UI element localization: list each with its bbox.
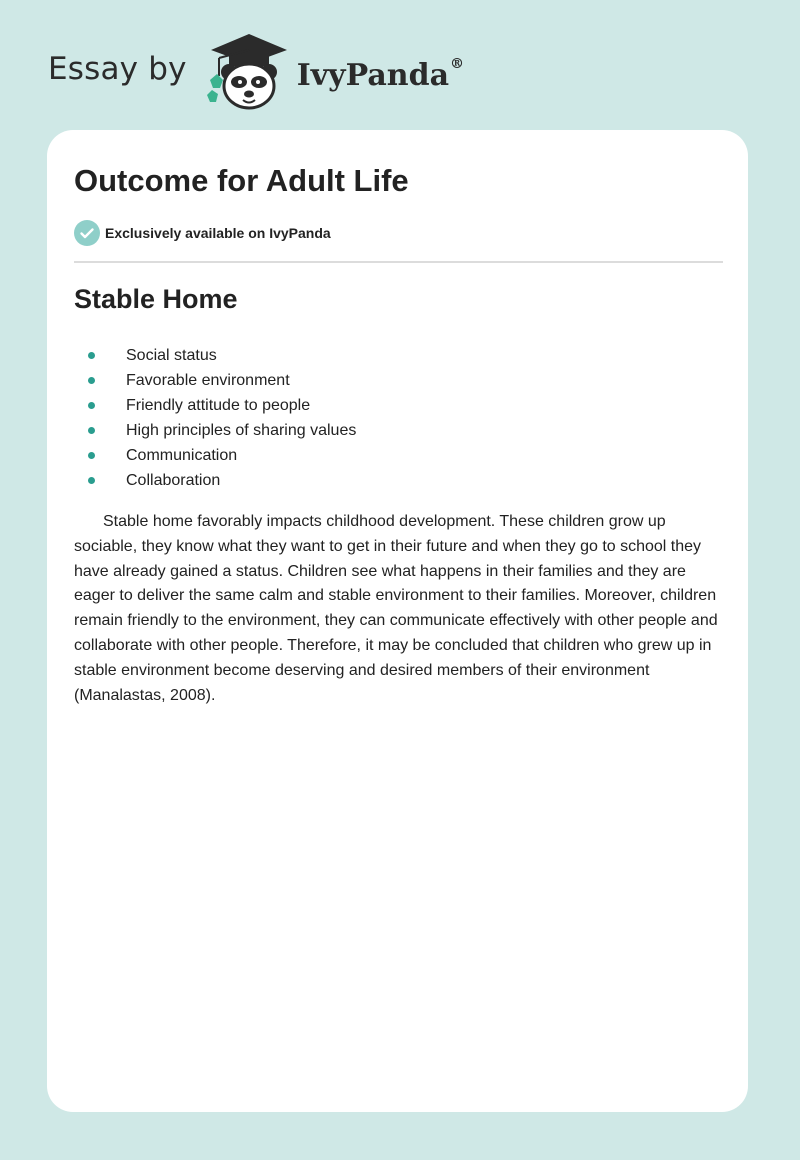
panda-graduate-icon[interactable] xyxy=(203,32,295,112)
bullet-list xyxy=(74,343,356,493)
body-paragraph: Stable home favorably impacts childhood development. These children grow up sociable, they know what they want to get in their future and when they go to school they have already gained a status. Children see what happens in their families and they are eager to deliver the same calm and stable environment to their families. Moreover, children remain friendly to the environment, they can communicate effectively with other people and collaborate with other people. Therefore, it may be concluded that children who grew up in stable environment become deserving and desired members of their environment (Manalastas, 2008). xyxy=(74,513,718,704)
bullet-dot-icon xyxy=(88,427,95,434)
bullet-dot-icon xyxy=(88,352,95,359)
bullet-dot-icon xyxy=(88,377,95,384)
bullet-dot-icon xyxy=(88,452,95,459)
list-item xyxy=(74,468,356,493)
list-item-text: Communication xyxy=(126,447,238,464)
list-item xyxy=(74,443,356,468)
divider xyxy=(74,261,723,263)
list-item-text: High principles of sharing values xyxy=(126,422,357,439)
list-item-text: Favorable environment xyxy=(126,372,290,389)
check-circle-icon xyxy=(74,220,100,246)
brand-name[interactable] xyxy=(296,55,465,93)
bullet-dot-icon xyxy=(88,402,95,409)
list-item xyxy=(74,343,356,368)
list-item xyxy=(74,393,356,418)
site-header xyxy=(48,32,464,112)
list-item-text: Social status xyxy=(126,347,217,364)
essay-card xyxy=(47,130,748,1112)
list-item-text: Friendly attitude to people xyxy=(126,397,311,414)
exclusive-badge xyxy=(74,220,331,246)
list-item xyxy=(74,418,356,443)
page-title: Outcome for Adult Life xyxy=(74,163,409,198)
list-item xyxy=(74,368,356,393)
brand-text: IvyPanda xyxy=(296,57,450,93)
section-title: Stable Home xyxy=(74,284,238,314)
bullet-dot-icon xyxy=(88,477,95,484)
essay-by-label: Essay by xyxy=(48,51,187,87)
list-item-text: Collaboration xyxy=(126,472,221,489)
registered-mark: ® xyxy=(450,55,465,72)
badge-text: Exclusively available on IvyPanda xyxy=(105,225,331,241)
